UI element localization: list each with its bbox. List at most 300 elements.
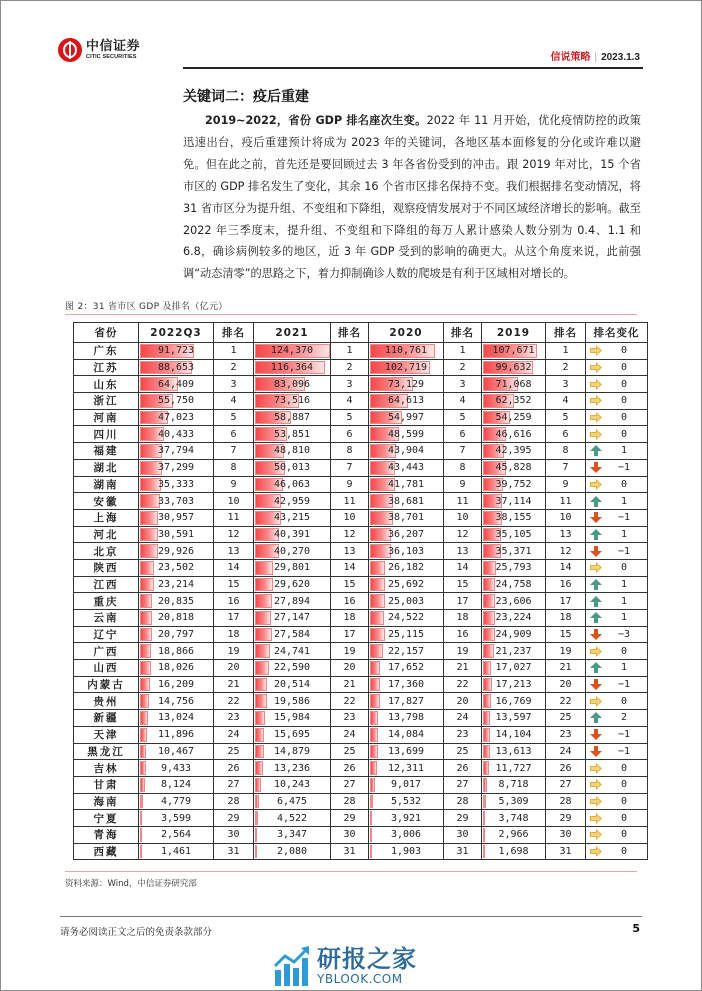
table-row xyxy=(74,393,648,410)
rank-change-cell xyxy=(586,793,648,810)
gdp-value: 19,586 xyxy=(273,695,311,707)
gdp-value-cell xyxy=(482,409,546,426)
rank-cell: 22 xyxy=(546,693,586,710)
gdp-value-cell xyxy=(369,443,444,460)
gdp-value: 22,590 xyxy=(273,662,311,674)
table-row xyxy=(74,526,648,543)
gdp-value: 20,797 xyxy=(157,629,195,641)
gdp-value: 12,311 xyxy=(387,762,425,774)
gdp-value-cell xyxy=(139,526,214,543)
gdp-value-cell xyxy=(254,543,331,560)
rank-cell: 18 xyxy=(546,610,586,627)
gdp-value-cell xyxy=(482,509,546,526)
rank-cell: 1 xyxy=(444,343,482,360)
rank-change-cell xyxy=(586,760,648,777)
gdp-value-cell xyxy=(482,343,546,360)
rank-cell: 16 xyxy=(214,593,254,610)
gdp-value: 13,236 xyxy=(273,762,311,774)
gdp-value: 83,096 xyxy=(273,378,311,390)
data-bar xyxy=(370,711,378,725)
header-separator: | xyxy=(594,52,598,63)
gdp-value: 27,147 xyxy=(273,612,311,624)
data-bar xyxy=(140,745,146,759)
gdp-value: 36,207 xyxy=(387,528,425,540)
rank-cell: 13 xyxy=(331,543,369,560)
gdp-value: 58,887 xyxy=(273,412,311,424)
rank-change-cell xyxy=(586,626,648,643)
data-bar xyxy=(483,778,487,792)
gdp-value: 25,692 xyxy=(387,578,425,590)
footer-disclaimer: 请务必阅读正文之后的免责条款部分 xyxy=(60,927,213,938)
gdp-value: 17,652 xyxy=(387,662,425,674)
gdp-value-cell xyxy=(139,359,214,376)
data-bar xyxy=(483,694,491,708)
gdp-value-cell xyxy=(254,826,331,843)
gdp-value-cell xyxy=(369,376,444,393)
province-cell: 四川 xyxy=(74,426,139,443)
gdp-value-cell xyxy=(254,476,331,493)
gdp-value-cell xyxy=(254,509,331,526)
rank-cell: 29 xyxy=(546,810,586,827)
gdp-value-cell xyxy=(369,660,444,677)
gdp-value-cell xyxy=(139,593,214,610)
rank-change-value: 0 xyxy=(620,779,628,791)
rank-change-value: 1 xyxy=(620,595,628,607)
rank-change-value: 1 xyxy=(620,495,628,507)
gdp-value-cell xyxy=(369,593,444,610)
rank-change-cell xyxy=(586,843,648,860)
rank-cell: 20 xyxy=(214,660,254,677)
gdp-value: 43,215 xyxy=(273,512,311,524)
data-bar xyxy=(140,811,142,825)
arrow-up-icon xyxy=(590,445,602,456)
gdp-value-cell xyxy=(369,826,444,843)
rank-cell: 12 xyxy=(331,526,369,543)
gdp-value-cell xyxy=(139,610,214,627)
gdp-value-cell xyxy=(482,826,546,843)
data-bar xyxy=(370,644,383,658)
gdp-value-cell xyxy=(369,459,444,476)
rank-cell: 9 xyxy=(546,476,586,493)
rank-change-value: 0 xyxy=(620,812,628,824)
province-cell: 宁夏 xyxy=(74,810,139,827)
gdp-value-cell xyxy=(369,509,444,526)
arrow-down-icon xyxy=(590,679,602,690)
arrow-up-icon xyxy=(590,712,602,723)
gdp-value: 3,748 xyxy=(498,812,529,824)
header-meta xyxy=(550,48,640,63)
province-cell: 江西 xyxy=(74,576,139,593)
rank-cell: 8 xyxy=(331,443,369,460)
rank-cell: 27 xyxy=(331,776,369,793)
data-bar xyxy=(140,578,154,592)
rank-cell: 26 xyxy=(444,760,482,777)
rank-cell: 31 xyxy=(331,843,369,860)
gdp-value: 13,024 xyxy=(157,712,195,724)
rank-cell: 5 xyxy=(444,409,482,426)
data-bar xyxy=(255,845,257,859)
rank-cell: 11 xyxy=(546,493,586,510)
gdp-value-cell xyxy=(482,393,546,410)
rank-cell: 24 xyxy=(546,743,586,760)
gdp-value-cell xyxy=(482,760,546,777)
data-bar xyxy=(140,761,146,775)
rank-cell: 26 xyxy=(546,760,586,777)
rank-cell: 23 xyxy=(214,710,254,727)
gdp-value-cell xyxy=(482,810,546,827)
rank-change-cell xyxy=(586,776,648,793)
gdp-value-cell xyxy=(482,776,546,793)
gdp-value: 88,653 xyxy=(157,362,195,374)
gdp-value: 37,794 xyxy=(157,445,195,457)
rank-cell: 3 xyxy=(546,376,586,393)
rank-change-value: −3 xyxy=(617,629,631,641)
data-bar xyxy=(370,661,380,675)
table-row xyxy=(74,376,648,393)
rank-change-value: 0 xyxy=(620,845,628,857)
gdp-value: 64,409 xyxy=(157,378,195,390)
table-row xyxy=(74,693,648,710)
table-row xyxy=(74,710,648,727)
data-bar xyxy=(370,778,375,792)
gdp-value: 50,013 xyxy=(273,462,311,474)
rank-cell: 9 xyxy=(331,476,369,493)
rank-change-cell xyxy=(586,443,648,460)
gdp-value: 43,904 xyxy=(387,445,425,457)
data-bar xyxy=(483,678,492,692)
rank-change-value: 1 xyxy=(620,445,628,457)
gdp-value-cell xyxy=(254,693,331,710)
gdp-value: 45,828 xyxy=(495,462,532,474)
data-bar xyxy=(140,678,150,692)
gdp-value: 13,597 xyxy=(495,712,532,724)
gdp-value: 29,926 xyxy=(157,545,195,557)
gdp-value-cell xyxy=(254,776,331,793)
arrow-right-icon xyxy=(590,412,602,423)
province-cell: 山西 xyxy=(74,660,139,677)
data-bar xyxy=(370,594,385,608)
gdp-value-cell xyxy=(482,726,546,743)
province-cell: 西藏 xyxy=(74,843,139,860)
gdp-value: 11,727 xyxy=(495,762,532,774)
rank-cell: 30 xyxy=(546,826,586,843)
table-row xyxy=(74,793,648,810)
gdp-value: 17,027 xyxy=(495,662,532,674)
col-header: 排名 xyxy=(444,323,482,343)
data-bar xyxy=(370,611,384,625)
province-cell: 湖北 xyxy=(74,459,139,476)
logo-cn-text: 中信证券 xyxy=(86,38,141,54)
gdp-value-cell xyxy=(254,526,331,543)
gdp-value-cell xyxy=(482,493,546,510)
rank-change-value: 1 xyxy=(620,578,628,590)
table-row xyxy=(74,359,648,376)
rank-cell: 24 xyxy=(444,710,482,727)
gdp-value-cell xyxy=(139,810,214,827)
province-cell: 重庆 xyxy=(74,593,139,610)
rank-change-value: −1 xyxy=(617,745,631,757)
rank-change-value: 0 xyxy=(620,412,628,424)
rank-cell: 15 xyxy=(214,576,254,593)
rank-cell: 10 xyxy=(214,493,254,510)
gdp-value: 10,467 xyxy=(157,745,195,757)
gdp-value: 2,966 xyxy=(498,829,529,841)
table-row xyxy=(74,443,648,460)
gdp-value-cell xyxy=(369,409,444,426)
rank-cell: 26 xyxy=(331,760,369,777)
rank-change-value: −1 xyxy=(617,729,631,741)
gdp-value: 26,182 xyxy=(387,562,425,574)
col-header: 排名 xyxy=(214,323,254,343)
rank-cell: 4 xyxy=(546,393,586,410)
data-bar xyxy=(140,511,158,525)
gdp-value: 55,750 xyxy=(157,395,195,407)
data-bar xyxy=(255,811,258,825)
gdp-value-cell xyxy=(369,843,444,860)
gdp-value: 23,224 xyxy=(495,612,532,624)
report-series: 信说策略 xyxy=(550,52,591,63)
gdp-value: 16,769 xyxy=(495,695,532,707)
gdp-value-cell xyxy=(369,676,444,693)
table-row xyxy=(74,459,648,476)
gdp-value-cell xyxy=(254,793,331,810)
gdp-value: 25,003 xyxy=(387,595,425,607)
rank-cell: 17 xyxy=(214,610,254,627)
rank-change-cell xyxy=(586,359,648,376)
rank-change-cell xyxy=(586,559,648,576)
rank-cell: 11 xyxy=(331,493,369,510)
rank-change-value: 0 xyxy=(620,645,628,657)
rank-change-value: 0 xyxy=(620,362,628,374)
rank-cell: 1 xyxy=(546,343,586,360)
gdp-value: 40,391 xyxy=(273,528,311,540)
rank-change-cell xyxy=(586,593,648,610)
rank-cell: 30 xyxy=(214,826,254,843)
data-bar xyxy=(140,778,145,792)
gdp-value-cell xyxy=(139,443,214,460)
gdp-value: 13,613 xyxy=(495,745,532,757)
gdp-value: 13,798 xyxy=(387,712,425,724)
rank-cell: 29 xyxy=(331,810,369,827)
gdp-value-cell xyxy=(139,843,214,860)
table-row xyxy=(74,593,648,610)
data-bar xyxy=(140,828,142,842)
rank-cell: 2 xyxy=(546,359,586,376)
table-row xyxy=(74,643,648,660)
gdp-value: 48,810 xyxy=(273,445,311,457)
rank-cell: 10 xyxy=(331,509,369,526)
gdp-value-cell xyxy=(139,459,214,476)
gdp-value-cell xyxy=(369,743,444,760)
gdp-value-cell xyxy=(369,710,444,727)
province-cell: 江苏 xyxy=(74,359,139,376)
citic-logo-icon xyxy=(58,38,82,62)
province-cell: 辽宁 xyxy=(74,626,139,643)
logo-en-text: CITIC SECURITIES xyxy=(86,53,137,60)
table-row xyxy=(74,776,648,793)
rank-cell: 23 xyxy=(444,726,482,743)
gdp-value-cell xyxy=(139,626,214,643)
data-bar xyxy=(255,594,272,608)
col-header: 2021 xyxy=(254,323,331,343)
gdp-value-cell xyxy=(254,643,331,660)
arrow-right-icon xyxy=(590,345,602,356)
gdp-value-cell xyxy=(482,610,546,627)
province-cell: 黑龙江 xyxy=(74,743,139,760)
data-bar xyxy=(370,811,372,825)
rank-cell: 10 xyxy=(546,509,586,526)
rank-change-cell xyxy=(586,493,648,510)
arrow-right-icon xyxy=(590,829,602,840)
rank-change-cell xyxy=(586,660,648,677)
table-row xyxy=(74,509,648,526)
province-cell: 天津 xyxy=(74,726,139,743)
gdp-value-cell xyxy=(482,743,546,760)
table-row xyxy=(74,426,648,443)
rank-cell: 18 xyxy=(331,610,369,627)
gdp-value-cell xyxy=(369,543,444,560)
gdp-value-cell xyxy=(139,710,214,727)
data-bar xyxy=(255,561,273,575)
rank-cell: 19 xyxy=(214,643,254,660)
rank-change-cell xyxy=(586,343,648,360)
province-cell: 云南 xyxy=(74,610,139,627)
gdp-value-cell xyxy=(369,810,444,827)
province-cell: 浙江 xyxy=(74,393,139,410)
rank-change-value: −1 xyxy=(617,462,631,474)
caption-rule xyxy=(65,314,637,315)
rank-cell: 21 xyxy=(214,676,254,693)
data-bar xyxy=(483,811,485,825)
gdp-value-cell xyxy=(254,810,331,827)
gdp-value-cell xyxy=(139,826,214,843)
rank-cell: 17 xyxy=(546,593,586,610)
gdp-value: 62,352 xyxy=(495,395,532,407)
table-row xyxy=(74,409,648,426)
data-bar xyxy=(483,828,485,842)
data-bar xyxy=(483,795,486,809)
gdp-value: 14,879 xyxy=(273,745,311,757)
body-paragraph xyxy=(183,110,641,285)
arrow-right-icon xyxy=(590,646,602,657)
paragraph-body: 2022 年 11 月开始，优化疫情防控的政策迅速出台，疫后重建预计将成为 2023 年的关键词，各地区基本面修复的分化或许难以避免。但在此之前，首先还是要回顾过去 3 年各省份受到的冲击。跟 2019 年对比，15 个省市区的 GDP 排名发生了变化，其余 16 个省市区排名保持不变。我们根据排名变动情况，将 31 省市区分为提升组、不变组和下降组，观察疫情发展对于不同区域经济增长的影响。截至 2022 年三季度末，提升组、不变组和下降组的每万人累计感染人数分别为 0.4、1.1 和 6.8，确诊病例较多的地区，近 3 年 GDP 受到的影响的确更大。从这个角度来说，此前强调“动态清零”的思路之下，着力抑制确诊人数的爬坡是有利于区域相对增长的。 xyxy=(183,114,641,281)
gdp-value: 15,984 xyxy=(273,712,311,724)
province-cell: 甘肃 xyxy=(74,776,139,793)
gdp-value: 41,781 xyxy=(387,478,425,490)
rank-cell: 19 xyxy=(444,643,482,660)
figure-source: 资料来源：Wind，中信证券研究部 xyxy=(65,879,197,889)
brand-logo xyxy=(58,36,140,64)
gdp-value-cell xyxy=(254,710,331,727)
gdp-value-cell xyxy=(254,626,331,643)
arrow-right-icon xyxy=(590,813,602,824)
gdp-value: 48,599 xyxy=(387,428,425,440)
gdp-value: 54,259 xyxy=(495,412,532,424)
data-bar xyxy=(255,694,267,708)
gdp-value-cell xyxy=(482,459,546,476)
rank-cell: 13 xyxy=(546,526,586,543)
data-bar xyxy=(140,711,148,725)
gdp-value-cell xyxy=(482,793,546,810)
gdp-value: 1,698 xyxy=(498,845,529,857)
data-bar xyxy=(255,778,261,792)
province-cell: 安徽 xyxy=(74,493,139,510)
gdp-value-cell xyxy=(369,476,444,493)
gdp-value-cell xyxy=(369,343,444,360)
data-bar xyxy=(255,828,257,842)
rank-cell: 7 xyxy=(546,459,586,476)
gdp-value: 25,115 xyxy=(387,629,425,641)
gdp-value: 110,761 xyxy=(384,345,428,357)
rank-cell: 28 xyxy=(214,793,254,810)
table-row xyxy=(74,676,648,693)
gdp-value-cell xyxy=(482,843,546,860)
data-bar xyxy=(483,561,496,575)
gdp-value: 20,835 xyxy=(157,595,195,607)
gdp-value-cell xyxy=(139,376,214,393)
rank-cell: 16 xyxy=(546,576,586,593)
rank-cell: 26 xyxy=(214,760,254,777)
gdp-value: 53,851 xyxy=(273,428,311,440)
arrow-right-icon xyxy=(590,429,602,440)
data-bar xyxy=(140,528,158,542)
col-header: 2020 xyxy=(369,323,444,343)
rank-cell: 14 xyxy=(444,559,482,576)
data-bar xyxy=(483,644,494,658)
province-cell: 上海 xyxy=(74,509,139,526)
gdp-value-cell xyxy=(139,509,214,526)
data-bar xyxy=(255,678,267,692)
gdp-value: 8,124 xyxy=(160,779,192,791)
data-bar xyxy=(370,578,385,592)
rank-cell: 6 xyxy=(444,426,482,443)
rank-cell: 23 xyxy=(546,726,586,743)
rank-change-cell xyxy=(586,676,648,693)
rank-cell: 3 xyxy=(331,376,369,393)
rank-cell: 14 xyxy=(214,559,254,576)
rank-cell: 21 xyxy=(546,660,586,677)
gdp-value-cell xyxy=(482,443,546,460)
watermark-cn: 研报之家 xyxy=(317,945,417,973)
rank-cell: 4 xyxy=(214,393,254,410)
arrow-right-icon xyxy=(590,779,602,790)
rank-cell: 25 xyxy=(331,743,369,760)
gdp-value: 73,129 xyxy=(387,378,425,390)
table-row xyxy=(74,559,648,576)
gdp-value: 17,360 xyxy=(387,679,425,691)
data-bar xyxy=(140,661,151,675)
data-bar xyxy=(140,611,152,625)
gdp-value: 102,719 xyxy=(384,362,428,374)
data-bar xyxy=(483,728,490,742)
rank-cell: 25 xyxy=(444,743,482,760)
arrow-down-icon xyxy=(590,512,602,523)
gdp-value: 18,866 xyxy=(157,645,195,657)
arrow-right-icon xyxy=(590,846,602,857)
arrow-down-icon xyxy=(590,462,602,473)
data-bar xyxy=(140,544,158,558)
arrow-up-icon xyxy=(590,612,602,623)
rank-cell: 7 xyxy=(331,459,369,476)
gdp-value-cell xyxy=(254,726,331,743)
gdp-value-cell xyxy=(254,459,331,476)
data-bar xyxy=(140,728,147,742)
data-bar xyxy=(483,711,490,725)
table-row xyxy=(74,476,648,493)
rank-cell: 4 xyxy=(444,393,482,410)
rank-cell: 24 xyxy=(331,726,369,743)
gdp-value: 14,756 xyxy=(157,695,195,707)
